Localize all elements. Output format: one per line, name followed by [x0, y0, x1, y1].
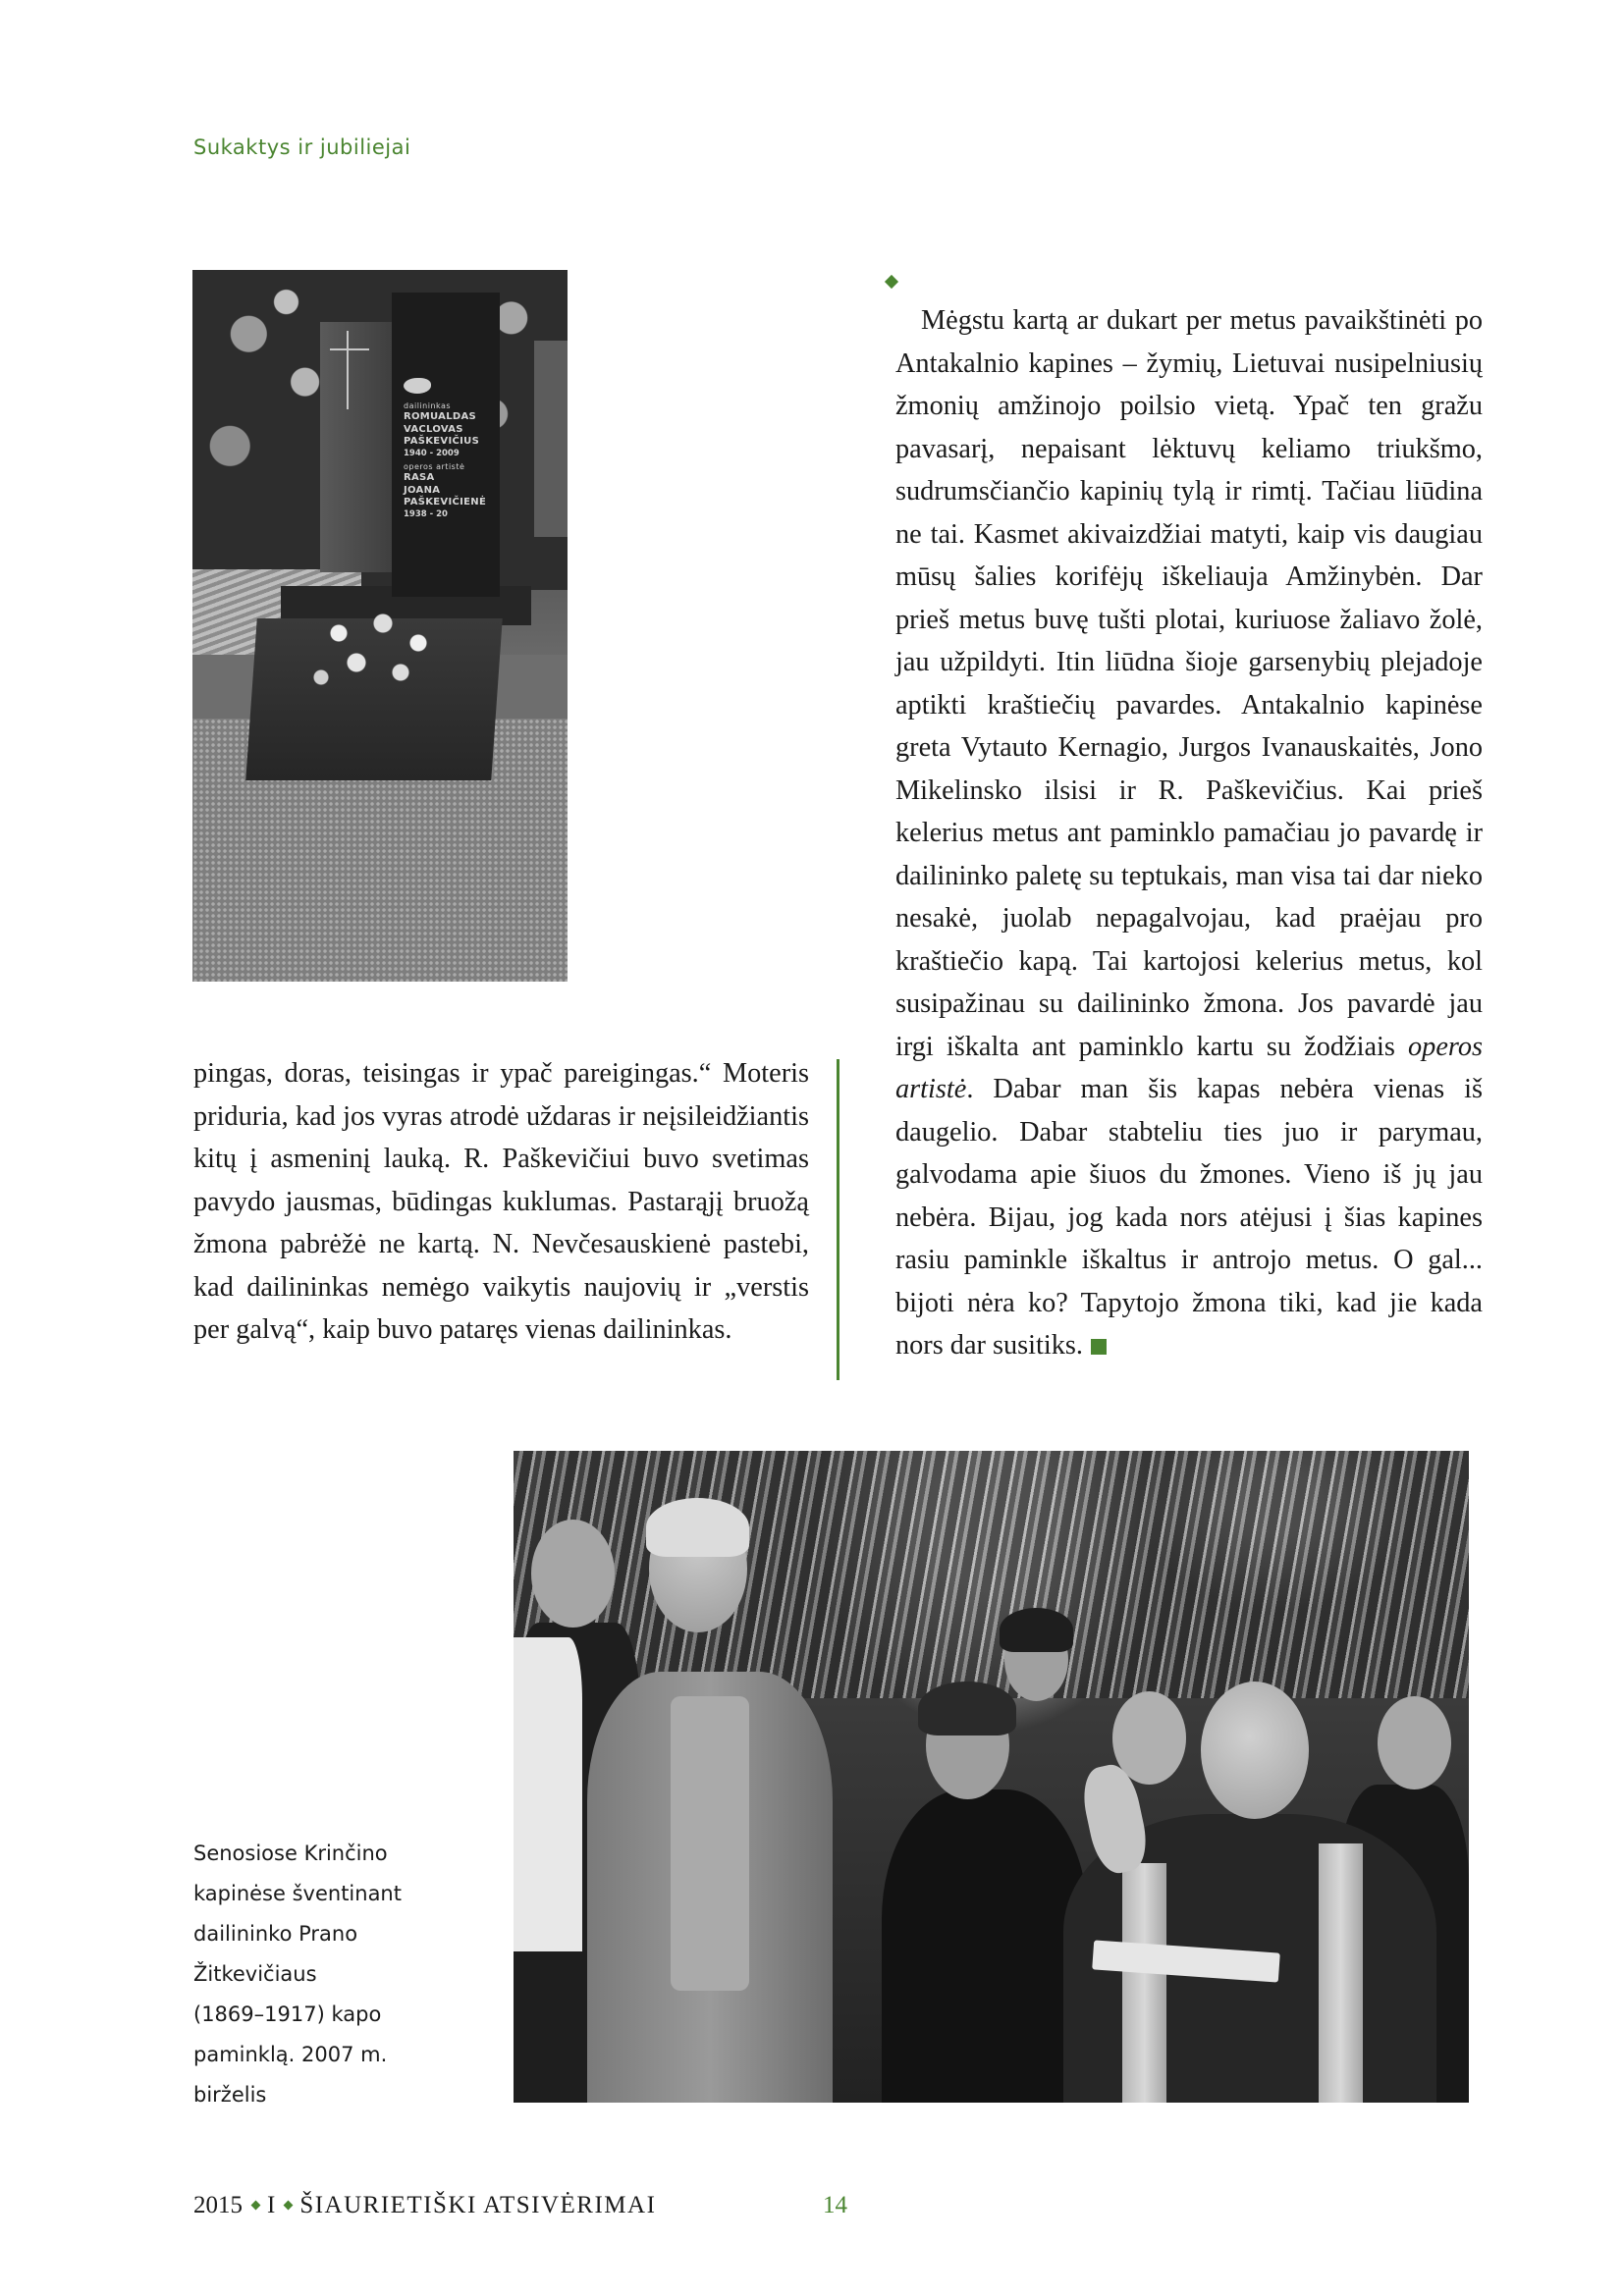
inscription-name: PAŠKEVIČIUS	[404, 436, 480, 447]
photo-caption	[193, 1834, 478, 2115]
inscription-years: 1940 - 2009	[404, 448, 460, 458]
palette-icon	[404, 378, 431, 394]
inscription-profession-1: dailininkas	[404, 401, 452, 410]
footer-year: 2015	[193, 2192, 243, 2218]
page-footer	[193, 2192, 656, 2219]
consecration-photo	[514, 1451, 1469, 2103]
diamond-icon	[251, 2200, 261, 2210]
caption-line: birželis	[193, 2083, 267, 2107]
paragraph-text: Mėgstu kartą ar dukart per metus pavaikštinėti po Antakalnio kapines – žymių, Lietuvai nusipelniusių žmonių amžinojo poilsio vietą. Ypač ten gražu pavasarį, nepaisant lėktuvų keliamo triukšmo, sudrumsčiančio kapinių tylą ir rimtį. Tačiau liūdina ne tai. Kasmet akivaizdžiai matyti, kaip vis daugiau mūsų šalies korifėjų iškeliauja Amžinybėn. Dar prieš metus buvę tušti plotai, kuriuose žaliavo žolė, jau užpildyti. Itin liūdna šioje garsenybių plejadoje aptikti kraštiečių pavardes. Antakalnio kapinėse greta Vytauto Kernagio, Jurgos Ivanauskaitės, Jono Mikelinsko ilsisi ir R. Paškevičius. Kai prieš kelerius metus ant paminklo pamačiau jo pavardę ir dailininko paletę su teptukais, man visa tai dar nieko nesakė, juolab nepagalvojau, kad praėjau pro kraštiečio kapą. Tai kartojosi kelerius metus, kol susipažinau su dailininko žmona. Jos pavardė jau irgi iškalta ant paminklo kartu su žodžiais	[895, 305, 1483, 1062]
caption-line: dailininko Prano	[193, 1922, 358, 1946]
inscription-name: ROMUALDAS	[404, 411, 477, 422]
person-hair	[646, 1498, 749, 1557]
paragraph-text: . Dabar man šis kapas nebėra vienas iš daugelio. Dabar stabteliu ties juo ir parymau, galvodama apie šiuos du žmones. Vieno iš jų jau nebėra. Bijau, jog kada nors atėjusi į šias kapines rasiu paminkle iškaltus ir antrojo metus. O gal... bijoti nėra ko? Tapytojo žmona tiki, kad jie kada nors dar susitiks.	[895, 1074, 1483, 1361]
column-divider	[837, 1059, 839, 1380]
gravestone-side-slab	[320, 322, 396, 572]
cross-icon	[347, 331, 349, 409]
inscription-name: RASA	[404, 472, 435, 484]
person-hair	[1000, 1608, 1073, 1652]
end-square-icon	[1091, 1339, 1107, 1355]
article-right-column	[895, 299, 1483, 1367]
inscription-years: 1938 - 20	[404, 508, 448, 519]
caption-line: paminklą. 2007 m.	[193, 2043, 388, 2066]
section-title: Sukaktys ir jubiliejai	[193, 135, 411, 159]
article-left-column	[193, 1052, 809, 1352]
article-paragraph: pingas, doras, teisingas ir ypač pareigingas.“ Moteris priduria, kad jos vyras atrodė uždaras ir neįsileidžiantis kitų į asmeninį lauką. R. Paškevičiui buvo svetimas pavydo jausmas, būdingas kuklumas. Pastarąjį bruožą žmona pabrėžė ne kartą. N. Nevčesauskienė pastebi, kad dailininkas nemėgo vaikytis naujovių ir „verstis per galvą“, kaip buvo pataręs vienas dailininkas.	[193, 1058, 809, 1345]
journal-title: ŠIAURIETIŠKI ATSIVĖRIMAI	[299, 2192, 657, 2218]
footer-issue: I	[267, 2192, 276, 2218]
inscription-profession-2: operos artistė	[404, 462, 465, 472]
caption-line: Žitkevičiaus	[193, 1962, 317, 1986]
flowers	[286, 604, 462, 702]
person-surplice	[514, 1637, 582, 1951]
person-sweater	[671, 1696, 749, 1991]
inscription-name: PAŠKEVIČIENĖ	[404, 497, 487, 508]
diamond-icon	[885, 275, 898, 289]
italic-phrase: operos artistė	[895, 1031, 1483, 1104]
caption-line: kapinėse šventinant	[193, 1882, 402, 1905]
diamond-icon	[284, 2200, 294, 2210]
person-head	[1378, 1696, 1451, 1789]
person-hair	[918, 1682, 1016, 1735]
article-paragraph	[895, 299, 1483, 1367]
inscription-name: VACLOVAS	[404, 423, 463, 435]
gravestone-photo	[192, 270, 568, 982]
priest-stole	[1122, 1863, 1166, 2103]
priest-stole	[1319, 1843, 1363, 2103]
cross-icon-bar	[330, 348, 369, 350]
gravestone-inscription	[404, 378, 497, 523]
person-head	[1201, 1682, 1309, 1819]
inscription-name: JOANA	[404, 484, 441, 496]
person-woman-dark	[882, 1789, 1088, 2103]
caption-line: Senosiose Krinčino	[193, 1842, 388, 1865]
page-number: 14	[823, 2192, 847, 2218]
caption-line: (1869–1917) kapo	[193, 2002, 382, 2026]
neighbor-gravestone	[534, 341, 568, 537]
person-head	[531, 1520, 615, 1628]
